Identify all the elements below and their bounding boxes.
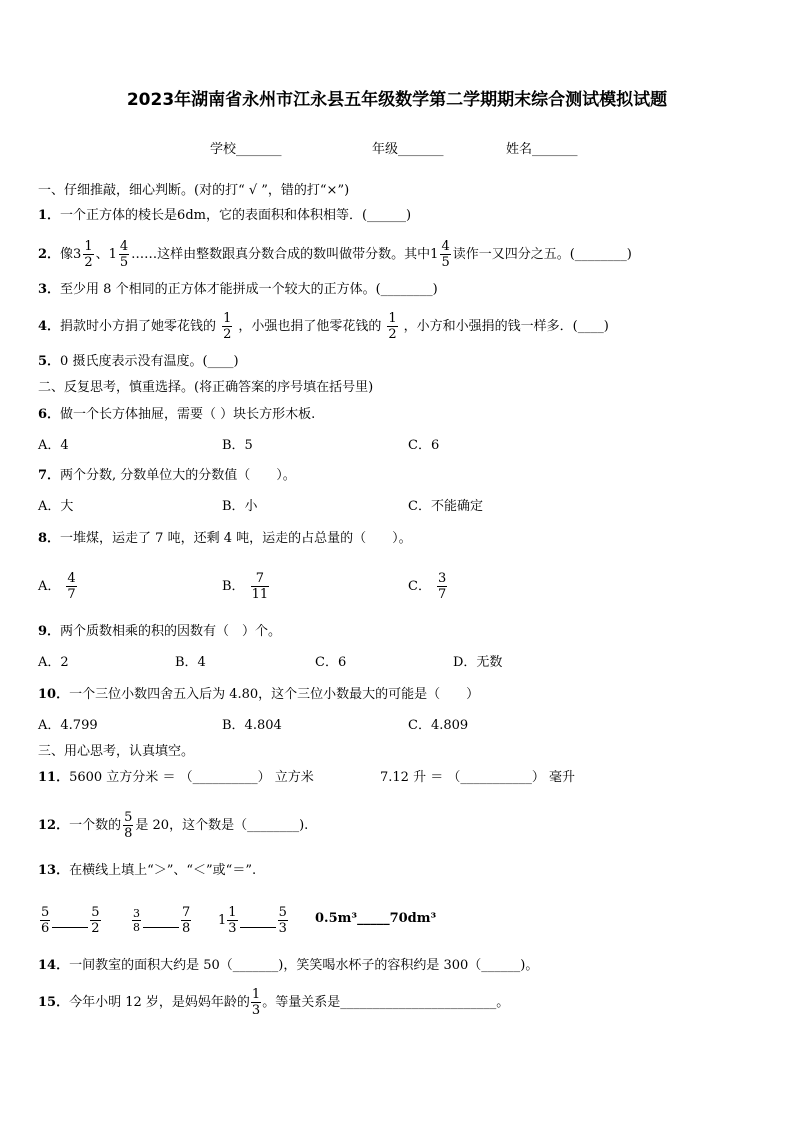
- question-number: 10．: [38, 687, 70, 702]
- question-number: 11．: [38, 770, 70, 785]
- question-text: 今年小明 12 岁，是妈妈年龄的: [69, 994, 250, 1010]
- option-a: A．4: [38, 438, 69, 453]
- question-number: 15．: [38, 994, 70, 1010]
- comparison-1: [38, 900, 103, 940]
- fraction: $\frac{7}{11}$: [251, 570, 269, 602]
- question-number: 9．: [38, 624, 61, 639]
- option-a: A．4.799: [38, 718, 98, 733]
- section-2-heading: 二、反复思考，慎重选择。(将正确答案的序号填在括号里): [38, 380, 374, 395]
- question-text: 两个分数, 分数单位大的分数值（ ）。: [60, 468, 296, 483]
- fraction: $\frac{1}{3}$: [251, 986, 261, 1018]
- section-3-heading: 三、用心思考，认真填空。: [38, 744, 195, 759]
- answer-line: [240, 927, 276, 928]
- question-2: 2． 像3 $\frac{1}{2}$ 、1 $\frac{4}{5}$ ……这样由整数跟真分数合成的数叫做带分数。其中1 $\frac{4}{5}$ 读作一又四分之五。(________): [38, 238, 632, 270]
- question-text: 至少用 8 个相同的正方体才能拼成一个较大的正方体。(________): [60, 282, 438, 297]
- question-number: 4．: [38, 318, 61, 334]
- fraction: $\frac{1}{3}$: [228, 904, 237, 936]
- question-15: 15． 今年小明 12 岁，是妈妈年龄的 $\frac{1}{3}$ 。等量关系是________________________。: [38, 986, 510, 1018]
- option-c: C．不能确定: [408, 499, 483, 514]
- fraction: $\frac{1}{2}$: [223, 310, 232, 342]
- question-text: 一堆煤，运走了 7 吨，还剩 4 吨，运走的占总量的（ ）。: [60, 531, 412, 546]
- option-a: A．2: [38, 655, 69, 670]
- question-text: 在横线上填上“＞”、“＜”或“＝”.: [69, 863, 257, 878]
- option-b: B．4.804: [222, 718, 282, 733]
- question-number: 8．: [38, 531, 61, 546]
- fraction: $\frac{4}{5}$: [119, 238, 129, 270]
- question-14: [38, 959, 538, 972]
- page-title: 2023年湖南省永州市江永县五年级数学第二学期期末综合测试模拟试题: [126, 90, 668, 110]
- option-c: C．6: [408, 438, 440, 453]
- question-10: [38, 688, 479, 701]
- fraction: $\frac{4}{7}$: [67, 570, 76, 602]
- question-number: 5．: [38, 354, 61, 369]
- question-12: 12． 一个数的 $\frac{5}{8}$ 是 20，这个数是（________).: [38, 809, 309, 841]
- question-6: [38, 408, 315, 421]
- grade-field: 年级_______: [372, 142, 444, 157]
- fraction: $\frac{7}{8}$: [182, 904, 191, 936]
- question-number: 12．: [38, 817, 70, 833]
- question-number: 3．: [38, 282, 61, 297]
- fraction: $\frac{3}{7}$: [437, 570, 447, 602]
- comparison-3: 1 $\frac{1}{3}$ $\frac{5}{3}$: [218, 904, 287, 936]
- option-b: B．5: [222, 438, 253, 453]
- school-field: 学校_______: [210, 142, 282, 157]
- question-1: [38, 209, 411, 222]
- question-text: 两个质数相乘的积的因数有（ ）个。: [60, 624, 282, 639]
- option-c: C． $\frac{3}{7}$: [408, 570, 447, 602]
- fraction: $\frac{5}{2}$: [91, 904, 100, 936]
- question-7: [38, 469, 296, 482]
- question-text: 0 摄氏度表示没有温度。(____): [60, 354, 239, 369]
- option-d: D．无数: [453, 655, 503, 670]
- name-field: 姓名_______: [506, 142, 578, 157]
- question-text: 5600 立方分米 ＝ （__________） 立方米: [69, 770, 314, 785]
- option-a: A．大: [38, 499, 74, 514]
- fraction: $\frac{1}{2}$: [84, 238, 93, 270]
- question-text: 一间教室的面积大约是 50（_______)，笑笑喝水杯子的容积约是 300（______)。: [69, 958, 539, 973]
- question-text: 做一个长方体抽屉，需要（ ）块长方形木板.: [60, 407, 316, 422]
- option-b: B． $\frac{7}{11}$: [222, 570, 269, 602]
- option-b: B．4: [175, 655, 206, 670]
- question-text: 一个正方体的棱长是6dm，它的表面积和体积相等．(______): [60, 208, 412, 223]
- fraction: $\frac{3}{8}$: [133, 906, 140, 934]
- question-text: 像3: [60, 246, 82, 262]
- fraction: $\frac{4}{5}$: [441, 238, 450, 270]
- question-number: 13．: [38, 863, 70, 878]
- question-text: 一个三位小数四舍五入后为 4.80，这个三位小数最大的可能是（ ）: [69, 687, 480, 702]
- question-number: 1．: [38, 208, 61, 223]
- fraction: $\frac{5}{8}$: [124, 809, 133, 841]
- question-text: 一个数的: [69, 817, 122, 833]
- option-a: A． $\frac{4}{7}$: [38, 570, 76, 602]
- question-11: [38, 771, 314, 784]
- fraction: $\frac{5}{3}$: [278, 904, 287, 936]
- option-c: C．6: [315, 655, 347, 670]
- question-4: 4． 捐款时小方捐了她零花钱的 $\frac{1}{2}$ ，小强也捐了他零花钱的 $\frac{1}{2}$ ，小方和小强捐的钱一样多．(____): [38, 310, 609, 342]
- question-13: [38, 864, 256, 877]
- question-9: [38, 625, 281, 638]
- comparison-2: [130, 900, 193, 940]
- answer-line: [143, 927, 179, 928]
- question-3: [38, 283, 438, 296]
- question-5: [38, 355, 239, 368]
- comparison-4: 0.5m³_____70dm³: [315, 911, 437, 926]
- question-11-part-2: 7.12 升 ＝ （___________） 毫升: [380, 770, 575, 785]
- option-c: C．4.809: [408, 718, 469, 733]
- fraction: $\frac{5}{6}$: [41, 904, 50, 936]
- fraction: $\frac{1}{2}$: [388, 310, 397, 342]
- question-8: [38, 532, 412, 545]
- section-1-heading: 一、仔细推敲，细心判断。(对的打“ √ ”，错的打“×”): [38, 183, 350, 198]
- question-text: 捐款时小方捐了她零花钱的: [60, 318, 217, 334]
- question-number: 2．: [38, 246, 61, 262]
- answer-line: [52, 927, 88, 928]
- question-number: 7．: [38, 468, 61, 483]
- question-number: 6．: [38, 407, 61, 422]
- question-number: 14．: [38, 958, 70, 973]
- option-b: B．小: [222, 499, 258, 514]
